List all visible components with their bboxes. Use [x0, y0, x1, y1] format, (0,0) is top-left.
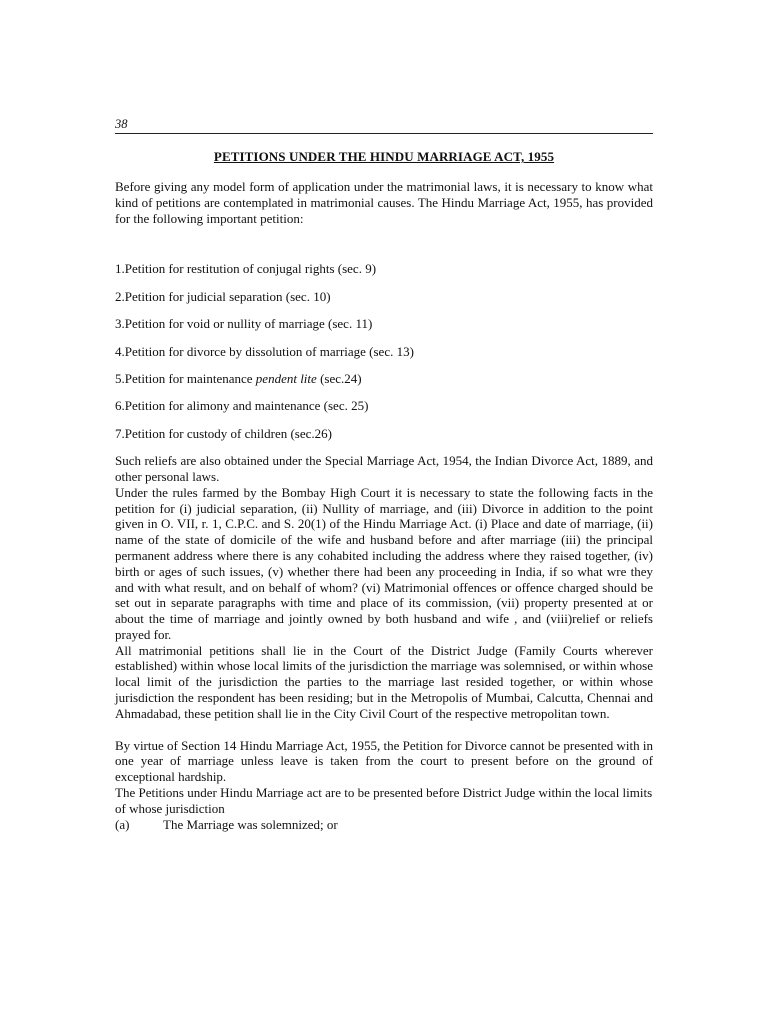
lettered-item-marker: (a) [115, 816, 130, 832]
lettered-item [115, 817, 653, 833]
list-item: 2.Petition for judicial separation (sec. 10) [115, 288, 331, 304]
italic-term: pendent lite [255, 370, 317, 386]
list-item-text: (sec.24) [316, 370, 362, 386]
presented-paragraph: The Petitions under Hindu Marriage act are to be presented before District Judge within the local limits of whose jurisdiction [115, 785, 653, 816]
lettered-item-text: The Marriage was solemnized; or [163, 816, 338, 832]
section14-paragraph: By virtue of Section 14 Hindu Marriage Act, 1955, the Petition for Divorce cannot be presented with in one year of marriage unless leave is taken from the court to present before on the ground of exceptional hardship. [115, 737, 653, 785]
jurisdiction-paragraph: All matrimonial petitions shall lie in the Court of the District Judge (Family Courts wherever established) within whose local limits of the jurisdiction the marriage was solemnised, or within whose local limit of the jurisdiction the parties to the marriage last resided together, or within whose jurisdiction the respondent has been residing; but in the Metropolis of Mumbai, Calcutta, Chennai and Ahmadabad, these petition shall lie in the City Civil Court of the respective metropolitan town. [115, 642, 653, 721]
document-page [115, 116, 653, 832]
paragraph-gap [115, 722, 653, 738]
reliefs-paragraph: Such reliefs are also obtained under the Special Marriage Act, 1954, the Indian Divorce Act, 1889, and other personal laws. [115, 453, 653, 484]
list-item: 3.Petition for void or nullity of marriage (sec. 11) [115, 316, 373, 332]
page-number: 38 [115, 117, 128, 131]
rules-paragraph: Under the rules farmed by the Bombay High Court it is necessary to state the following facts in the petition for (i) judicial separation, (ii) Nullity of marriage, and (iii) Divorce in addition to the point given in O. VII, r. 1, C.P.C. and S. 20(1) of the Hindu Marriage Act. (i) Place and date of marriage, (ii) name of the state of domicile of the wife and husband before and after marriage (iii) the principal permanent address where there is any cohabited including the address where they raised together, (iv) birth or ages of such issues, (v) whether there had been any proceeding in India, if so what wre they and with what result, and on behalf of whom? (vi) Matrimonial offences or offence charged should be set out in separate paragraphs with time and place of its commission, (vii) property presented at or about the time of marriage and jointly owned by both husband and wife , and (viii)relief or reliefs prayed for. [115, 484, 653, 642]
list-item [115, 371, 653, 387]
list-item-text: 5.Petition for maintenance [115, 370, 256, 386]
list-item: 4.Petition for divorce by dissolution of marriage (sec. 13) [115, 343, 414, 359]
list-item: 6.Petition for alimony and maintenance (sec. 25) [115, 398, 369, 414]
page-header [115, 116, 653, 134]
list-item: 1.Petition for restitution of conjugal rights (sec. 9) [115, 261, 377, 277]
list-item: 7.Petition for custody of children (sec.26) [115, 425, 332, 441]
intro-paragraph: Before giving any model form of application under the matrimonial laws, it is necessary to know what kind of petitions are contemplated in matrimonial causes. The Hindu Marriage Act, 1955, has provided for the following important petition: [115, 179, 653, 226]
petition-list [115, 261, 653, 441]
page-title: PETITIONS UNDER THE HINDU MARRIAGE ACT, 1955 [213, 149, 555, 164]
